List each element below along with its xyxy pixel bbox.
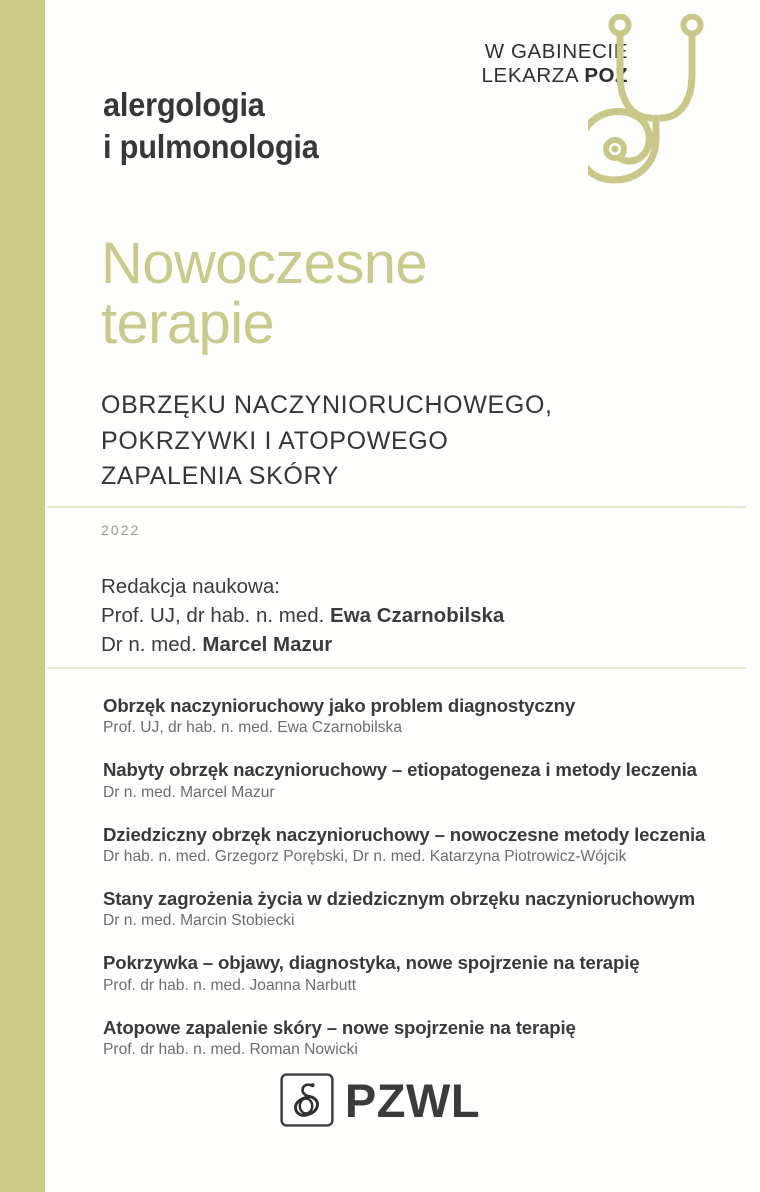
- list-item: [103, 758, 728, 803]
- chapter-title: Obrzęk naczynioruchowy jako problem diagnostyczny: [103, 695, 576, 716]
- series-badge: [470, 14, 750, 204]
- subtitle-line-1: OBRZĘKU NACZYNIORUCHOWEGO,: [101, 391, 553, 419]
- chapter-title: Pokrzywka – objawy, diagnostyka, nowe spojrzenie na terapię: [103, 952, 640, 974]
- chapter-author: Prof. UJ, dr hab. n. med. Ewa Czarnobilska: [103, 719, 403, 737]
- editorial-label: Redakcja naukowa:: [101, 575, 280, 598]
- publication-year: 2022: [101, 522, 141, 538]
- discipline-heading: [103, 84, 319, 167]
- list-item: [103, 951, 728, 996]
- discipline-line-1: alergologia: [103, 86, 265, 123]
- series-line-2-bold: POZ: [584, 64, 628, 88]
- subtitle-line-2: POKRZYWKI I ATOPOWEGO: [101, 426, 449, 455]
- snake-emblem-icon: [280, 1073, 334, 1127]
- list-item: [103, 694, 728, 739]
- chapter-title: Stany zagrożenia życia w dziedzicznym obrzęku naczynioruchowym: [103, 887, 696, 909]
- chapter-author: Prof. dr hab. n. med. Roman Nowicki: [103, 1040, 358, 1058]
- series-line-1: W GABINECIE: [484, 40, 628, 63]
- chapter-title: Atopowe zapalenie skóry – nowe spojrzenie na terapię: [103, 1016, 576, 1038]
- chapter-title: Nabyty obrzęk naczynioruchowy – etiopatogeneza i metody leczenia: [103, 759, 697, 781]
- editor-1-prefix: Prof. UJ, dr hab. n. med.: [101, 604, 331, 628]
- publisher-logo: [0, 1073, 760, 1127]
- chapter-title: Dziedziczny obrzęk naczynioruchowy – nowoczesne metody leczenia: [103, 823, 706, 845]
- chapter-list: [103, 694, 728, 1061]
- page-subtitle: [101, 388, 553, 495]
- editor-2: [101, 630, 504, 659]
- chapter-author: Dr hab. n. med. Grzegorz Porębski, Dr n. med. Katarzyna Piotrowicz-Wójcik: [103, 848, 627, 866]
- list-item: [103, 823, 728, 868]
- chapter-author: Dr n. med. Marcin Stobiecki: [103, 912, 295, 930]
- editor-2-prefix: Dr n. med.: [101, 633, 203, 657]
- page-title: [101, 231, 428, 357]
- list-item: [103, 1016, 728, 1061]
- subtitle-line-3: ZAPALENIA SKÓRY: [101, 462, 340, 490]
- title-line-2: terapie: [101, 291, 275, 357]
- chapter-author: Prof. dr hab. n. med. Joanna Narbutt: [103, 976, 357, 994]
- publisher-name: PZWL: [344, 1073, 481, 1127]
- editor-1-name: Ewa Czarnobilska: [330, 604, 505, 628]
- stethoscope-icon: [588, 14, 758, 210]
- left-accent-band: [0, 0, 45, 1192]
- divider-bottom: [47, 667, 746, 669]
- chapter-author: Dr n. med. Marcel Mazur: [103, 783, 275, 801]
- divider-top: [47, 506, 746, 508]
- list-item: [103, 887, 728, 932]
- editor-2-name: Marcel Mazur: [202, 633, 333, 657]
- series-line-2-prefix: LEKARZA: [481, 64, 585, 88]
- editor-1: [101, 601, 504, 630]
- title-line-1: Nowoczesne: [101, 231, 428, 296]
- discipline-line-2: i pulmonologia: [103, 127, 319, 165]
- editorial-block: [101, 572, 504, 659]
